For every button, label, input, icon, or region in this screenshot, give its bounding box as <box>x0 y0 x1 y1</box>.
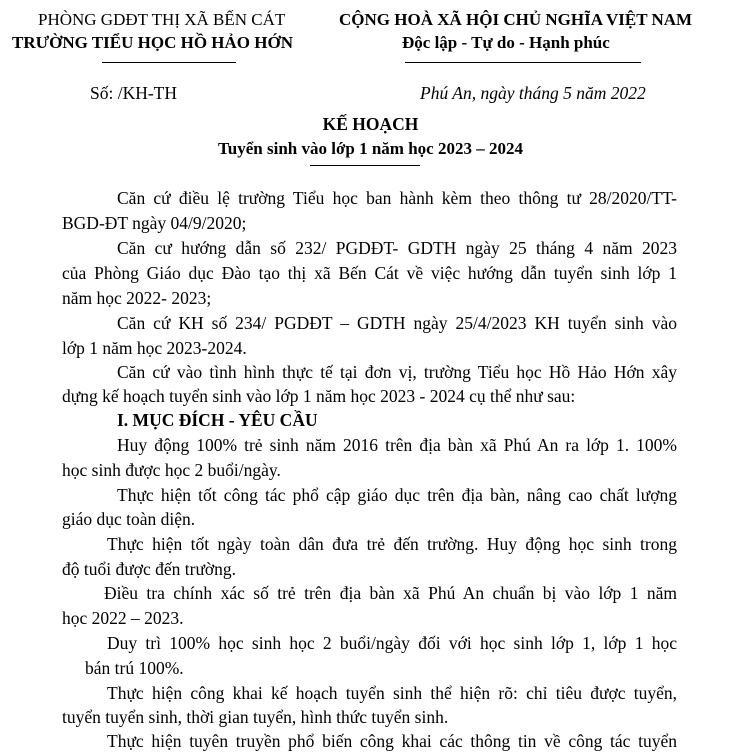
place-and-date: Phú An, ngày tháng 5 năm 2022 <box>420 83 646 103</box>
paragraph-line: Thực hiện tốt công tác phổ cập giáo dục trên địa bàn, nâng cao chất lượng <box>117 485 677 505</box>
paragraph-line: độ tuổi được đến trường. <box>62 559 237 579</box>
document-subtitle: Tuyển sinh vào lớp 1 năm học 2023 – 2024 <box>218 139 523 158</box>
document-number: Số: /KH-TH <box>90 83 178 103</box>
paragraph-line: bán trú 100%. <box>85 658 184 678</box>
national-title: CỘNG HOÀ XÃ HỘI CHỦ NGHĨA VIỆT NAM <box>339 10 693 29</box>
paragraph-line: giáo dục toàn diện. <box>62 509 196 529</box>
subtitle-underline <box>310 165 420 166</box>
paragraph-line: Căn cứ vào tình hình thực tế tại đơn vị, trường Tiểu học Hồ Hảo Hớn xây <box>117 362 677 382</box>
department-name: PHÒNG GDĐT THỊ XÃ BẾN CÁT <box>38 10 286 29</box>
paragraph-line: BGD-ĐT ngày 04/9/2020; <box>62 213 247 233</box>
paragraph-line: Thực hiện tốt ngày toàn dân đưa trẻ đến trường. Huy động học sinh trong <box>107 534 677 554</box>
paragraph-line: học sinh được học 2 buổi/ngày. <box>62 460 281 480</box>
paragraph-line: tuyển tuyển sinh, thời gian tuyển, hình thức tuyển sinh. <box>62 707 449 727</box>
paragraph-line: Thực hiện công khai kế hoạch tuyển sinh thể hiện rõ: chỉ tiêu được tuyển, <box>107 683 677 703</box>
school-name-underline <box>102 62 236 63</box>
paragraph-line: lớp 1 năm học 2023-2024. <box>62 338 247 358</box>
paragraph-line: Căn cứ KH số 234/ PGDĐT – GDTH ngày 25/4/2023 KH tuyển sinh vào <box>117 313 677 333</box>
paragraph-line: Căn cứ điều lệ trường Tiểu học ban hành kèm theo thông tư 28/2020/TT- <box>117 188 677 208</box>
paragraph-line: dựng kế hoạch tuyển sinh vào lớp 1 năm học 2023 - 2024 cụ thể như sau: <box>62 386 576 406</box>
paragraph-line: Duy trì 100% học sinh học 2 buổi/ngày đối với học sinh lớp 1, lớp 1 học <box>107 633 677 653</box>
paragraph-line: Điều tra chính xác số trẻ trên địa bàn xã Phú An chuẩn bị vào lớp 1 năm <box>104 583 677 603</box>
paragraph-line: Huy động 100% trẻ sinh năm 2016 trên địa bàn xã Phú An ra lớp 1. 100% <box>117 435 677 455</box>
paragraph-line: của Phòng Giáo dục Đào tạo thị xã Bến Cát về việc hướng dẫn tuyển sinh lớp 1 <box>62 263 677 283</box>
national-motto: Độc lập - Tự do - Hạnh phúc <box>402 33 610 52</box>
paragraph-line: học 2022 – 2023. <box>62 608 184 628</box>
school-name: TRƯỜNG TIỂU HỌC HỒ HẢO HỚN <box>12 33 293 52</box>
national-motto-underline <box>405 62 641 63</box>
document-title: KẾ HOẠCH <box>322 114 419 134</box>
paragraph-line: năm học 2022- 2023; <box>62 288 212 308</box>
paragraph-line: Căn cư hướng dẫn số 232/ PGDĐT- GDTH ngày 25 tháng 4 năm 2023 <box>117 238 677 258</box>
paragraph-line: Thực hiện tuyên truyền phổ biến công khai các thông tin về công tác tuyển <box>107 731 677 751</box>
section-heading: I. MỤC ĐÍCH - YÊU CẦU <box>117 410 318 430</box>
